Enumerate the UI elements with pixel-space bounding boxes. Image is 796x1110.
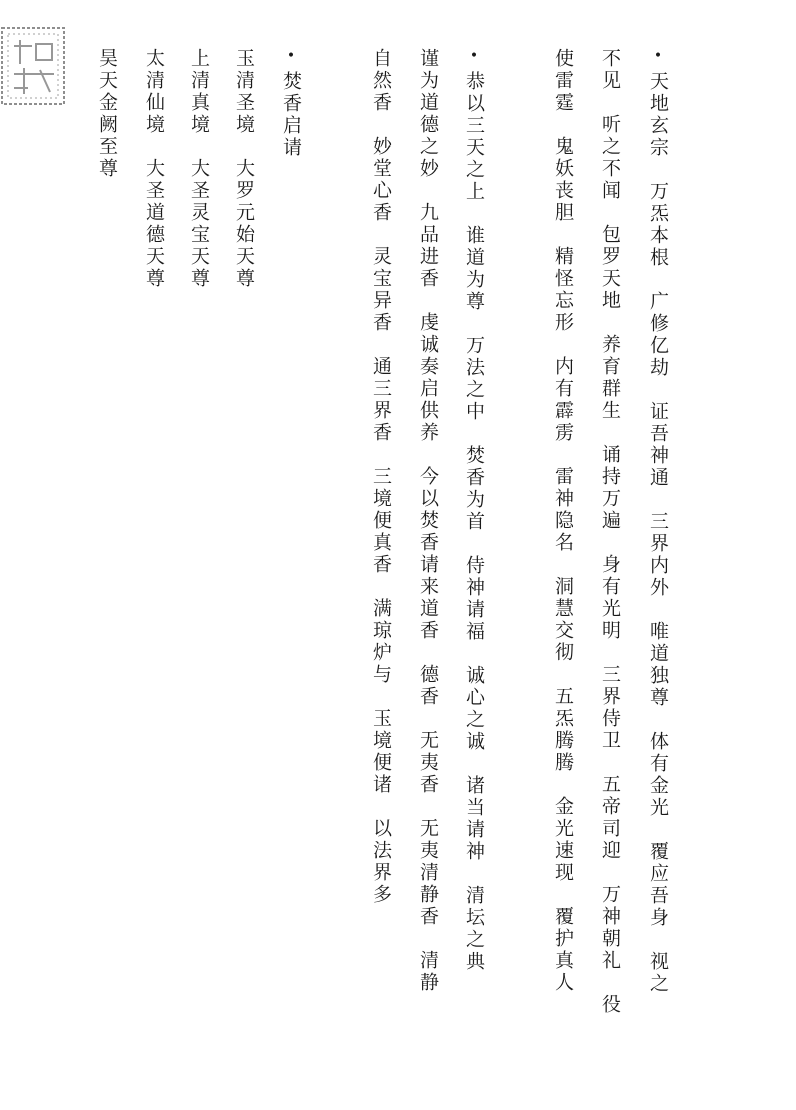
bullet-mark: • [283,48,299,67]
text-column-5 [418,48,437,994]
seal-stamp-icon [0,26,66,106]
column-text: 恭以三天之上 谁道为尊 万法之中 焚香为首 侍神请福 诚心之诚 诸当请神 清坛之典 [463,71,485,973]
text-column-11 [97,48,116,180]
column-text: 使雷霆 鬼妖丧胆 精怪忘形 内有霹雳 雷神隐名 洞慧交彻 五炁腾腾 金光速现 覆护真人 [552,48,574,994]
text-column-4 [464,48,483,973]
text-column-1 [648,48,667,995]
column-text: 不见 听之不闻 包罗天地 养育群生 诵持万遍 身有光明 三界侍卫 五帝司迎 万神朝礼 役 [599,48,621,1016]
text-column-2 [600,48,619,1016]
text-column-6 [371,48,390,906]
column-text: 太清仙境 大圣道德天尊 [143,48,165,290]
bullet-mark: • [650,48,666,67]
text-column-10 [144,48,163,290]
text-column-7 [281,48,300,159]
column-text: 谨为道德之妙 九品进香 虔诚奏启供养 今以焚香请来道香 德香 无夷香 无夷清静香 清静 [417,48,439,994]
column-text: 昊天金阙至尊 [96,48,118,180]
column-text: 上清真境 大圣灵宝天尊 [188,48,210,290]
column-text: 焚香启请 [280,71,302,159]
text-column-3 [553,48,572,994]
column-text: 自然香 妙堂心香 灵宝异香 通三界香 三境便真香 满琼炉与 玉境便诸 以法界多 [370,48,392,906]
text-column-8 [234,48,253,290]
bullet-mark: • [466,48,482,67]
column-text: 天地玄宗 万炁本根 广修亿劫 证吾神通 三界内外 唯道独尊 体有金光 覆应吾身 视之 [647,71,669,995]
text-column-9 [189,48,208,290]
column-text: 玉清圣境 大罗元始天尊 [233,48,255,290]
